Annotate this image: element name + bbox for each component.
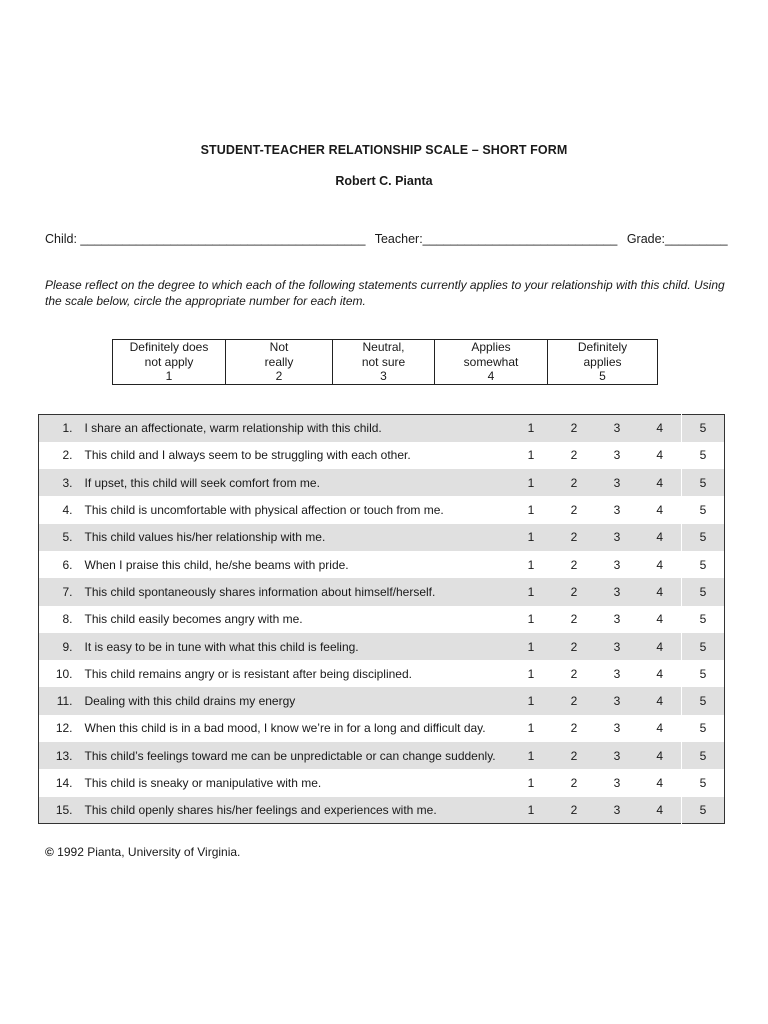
rating-option-2[interactable]: 2 [570,421,578,436]
item-row [39,715,725,742]
instructions-text: Please reflect on the degree to which each of the following statements currently applies to your relationship with this child. Using the scale below, circle the appropriate number for each item. [45,278,725,308]
document-title: STUDENT-TEACHER RELATIONSHIP SCALE – SHORT FORM [200,143,568,157]
item-row [39,797,725,824]
rating-option-3[interactable]: 3 [613,448,621,463]
rating-option-5[interactable]: 5 [682,769,725,796]
rating-option-3[interactable]: 3 [613,721,621,736]
rating-option-2[interactable]: 2 [570,530,578,545]
item-statement: Dealing with this child drains my energy [84,694,296,709]
item-row [39,415,725,442]
item-number: 7. [62,584,73,599]
items-table [38,414,725,824]
rating-option-2[interactable]: 2 [570,694,578,709]
item-row [39,687,725,714]
rating-option-1[interactable]: 1 [527,475,535,490]
item-row [39,769,725,796]
rating-option-1[interactable]: 1 [527,639,535,654]
item-row [39,469,725,496]
item-statement: This child openly shares his/her feelings and experiences with me. [84,803,437,818]
rating-option-3[interactable]: 3 [613,421,621,436]
rating-option-2[interactable]: 2 [570,666,578,681]
rating-option-4[interactable]: 4 [656,448,664,463]
rating-option-4[interactable]: 4 [656,612,664,627]
rating-option-4[interactable]: 4 [656,694,664,709]
item-row [39,633,725,660]
rating-scale-legend [112,339,658,385]
rating-option-4[interactable]: 4 [656,475,664,490]
rating-option-1[interactable]: 1 [527,694,535,709]
rating-option-5[interactable]: 5 [682,715,725,742]
rating-option-5[interactable]: 5 [682,633,725,660]
item-statement: I share an affectionate, warm relationship with this child. [84,421,382,436]
item-statement: If upset, this child will seek comfort from me. [84,475,320,490]
rating-option-5[interactable]: 5 [682,524,725,551]
item-number: 13. [55,748,73,763]
child-field[interactable]: Child: _________________________________________ [45,232,366,246]
rating-option-5[interactable]: 5 [682,415,725,442]
item-statement: This child and I always seem to be struggling with each other. [84,448,411,463]
item-row [39,660,725,687]
item-number: 15. [55,803,73,818]
author-name: Robert C. Pianta [335,174,433,188]
rating-option-3[interactable]: 3 [613,776,621,790]
rating-option-4[interactable]: 4 [656,803,664,818]
rating-option-1[interactable]: 1 [527,421,535,436]
copyright-text: 1992 Pianta, University of Virginia. [53,845,241,859]
rating-option-3[interactable]: 3 [613,748,621,763]
rating-option-3[interactable]: 3 [613,612,621,627]
rating-option-1[interactable]: 1 [527,666,535,681]
rating-option-1[interactable]: 1 [527,557,535,572]
item-number: 5. [62,530,73,545]
rating-option-3[interactable]: 3 [613,803,621,818]
item-statement: This child values his/her relationship with me. [84,530,326,545]
rating-option-2[interactable]: 2 [570,584,578,599]
rating-option-1[interactable]: 1 [527,503,535,518]
rating-option-4[interactable]: 4 [656,776,664,790]
rating-option-1[interactable]: 1 [527,612,535,627]
rating-option-5[interactable]: 5 [682,469,725,496]
rating-option-2[interactable]: 2 [570,803,578,818]
rating-option-5[interactable]: 5 [682,442,725,469]
item-number: 8. [62,612,73,627]
item-number: 14. [55,776,73,790]
rating-option-3[interactable]: 3 [613,694,621,709]
item-row [39,742,725,769]
rating-option-2[interactable]: 2 [570,475,578,490]
item-statement: When I praise this child, he/she beams with pride. [84,557,349,572]
rating-option-3[interactable]: 3 [613,530,621,545]
item-row [39,496,725,523]
rating-option-3[interactable]: 3 [613,503,621,518]
grade-field[interactable]: Grade:_________ [626,232,728,246]
rating-option-4[interactable]: 4 [656,666,664,681]
item-statement: This child spontaneously shares information about himself/herself. [84,584,436,599]
rating-option-5[interactable]: 5 [682,660,725,687]
rating-option-3[interactable]: 3 [613,584,621,599]
rating-option-3[interactable]: 3 [613,557,621,572]
item-number: 6. [62,557,73,572]
rating-option-5[interactable]: 5 [682,496,725,523]
copyright-symbol: © [45,845,54,859]
rating-option-4[interactable]: 4 [656,557,664,572]
rating-option-2[interactable]: 2 [570,612,578,627]
scale-option: Not really 2 [226,340,333,385]
rating-option-2[interactable]: 2 [570,448,578,463]
scale-option: Definitely does not apply 1 [113,340,226,385]
item-row [39,551,725,578]
rating-option-4[interactable]: 4 [656,748,664,763]
copyright-footer [45,845,240,859]
item-number: 9. [62,639,73,654]
item-statement: It is easy to be in tune with what this child is feeling. [84,639,359,654]
item-statement: This child is uncomfortable with physical affection or touch from me. [84,503,444,518]
item-number: 4. [62,503,73,518]
item-row [39,606,725,633]
scale-option: Definitely applies 5 [548,340,658,385]
rating-option-4[interactable]: 4 [656,584,664,599]
rating-option-5[interactable]: 5 [682,606,725,633]
item-number: 11. [56,694,73,709]
rating-option-2[interactable]: 2 [570,639,578,654]
rating-option-1[interactable]: 1 [527,448,535,463]
item-number: 2. [62,448,73,463]
rating-option-2[interactable]: 2 [570,557,578,572]
item-statement: This child’s feelings toward me can be unpredictable or can change suddenly. [84,748,496,763]
item-statement: When this child is in a bad mood, I know we’re in for a long and difficult day. [84,721,486,736]
rating-option-4[interactable]: 4 [656,530,664,545]
rating-option-5[interactable]: 5 [682,551,725,578]
rating-option-3[interactable]: 3 [613,666,621,681]
rating-option-5[interactable]: 5 [682,797,725,824]
item-row [39,578,725,605]
rating-option-3[interactable]: 3 [613,475,621,490]
item-row [39,442,725,469]
rating-option-1[interactable]: 1 [527,530,535,545]
rating-option-2[interactable]: 2 [570,721,578,736]
rating-option-4[interactable]: 4 [656,503,664,518]
scale-option: Applies somewhat 4 [435,340,548,385]
rating-option-4[interactable]: 4 [656,421,664,436]
rating-option-4[interactable]: 4 [656,639,664,654]
item-statement: This child is sneaky or manipulative with me. [84,776,322,790]
rating-option-3[interactable]: 3 [613,639,621,654]
rating-option-2[interactable]: 2 [570,748,578,763]
item-number: 1. [62,421,73,436]
rating-option-1[interactable]: 1 [527,721,535,736]
item-row [39,524,725,551]
item-number: 10. [55,666,73,681]
teacher-field[interactable]: Teacher:____________________________ [374,232,618,246]
rating-option-4[interactable]: 4 [656,721,664,736]
item-statement: This child remains angry or is resistant after being disciplined. [84,666,412,681]
item-number: 3. [62,475,73,490]
rating-option-5[interactable]: 5 [682,742,725,769]
rating-option-1[interactable]: 1 [527,803,535,818]
rating-option-2[interactable]: 2 [570,776,578,790]
rating-option-1[interactable]: 1 [527,584,535,599]
info-fields [45,232,728,246]
item-statement: This child easily becomes angry with me. [84,612,303,627]
scale-option: Neutral, not sure 3 [333,340,435,385]
rating-option-2[interactable]: 2 [570,503,578,518]
rating-option-1[interactable]: 1 [527,748,535,763]
rating-option-1[interactable]: 1 [527,776,535,790]
rating-option-5[interactable]: 5 [682,687,725,714]
item-number: 12. [55,721,73,736]
rating-option-5[interactable]: 5 [682,578,725,605]
